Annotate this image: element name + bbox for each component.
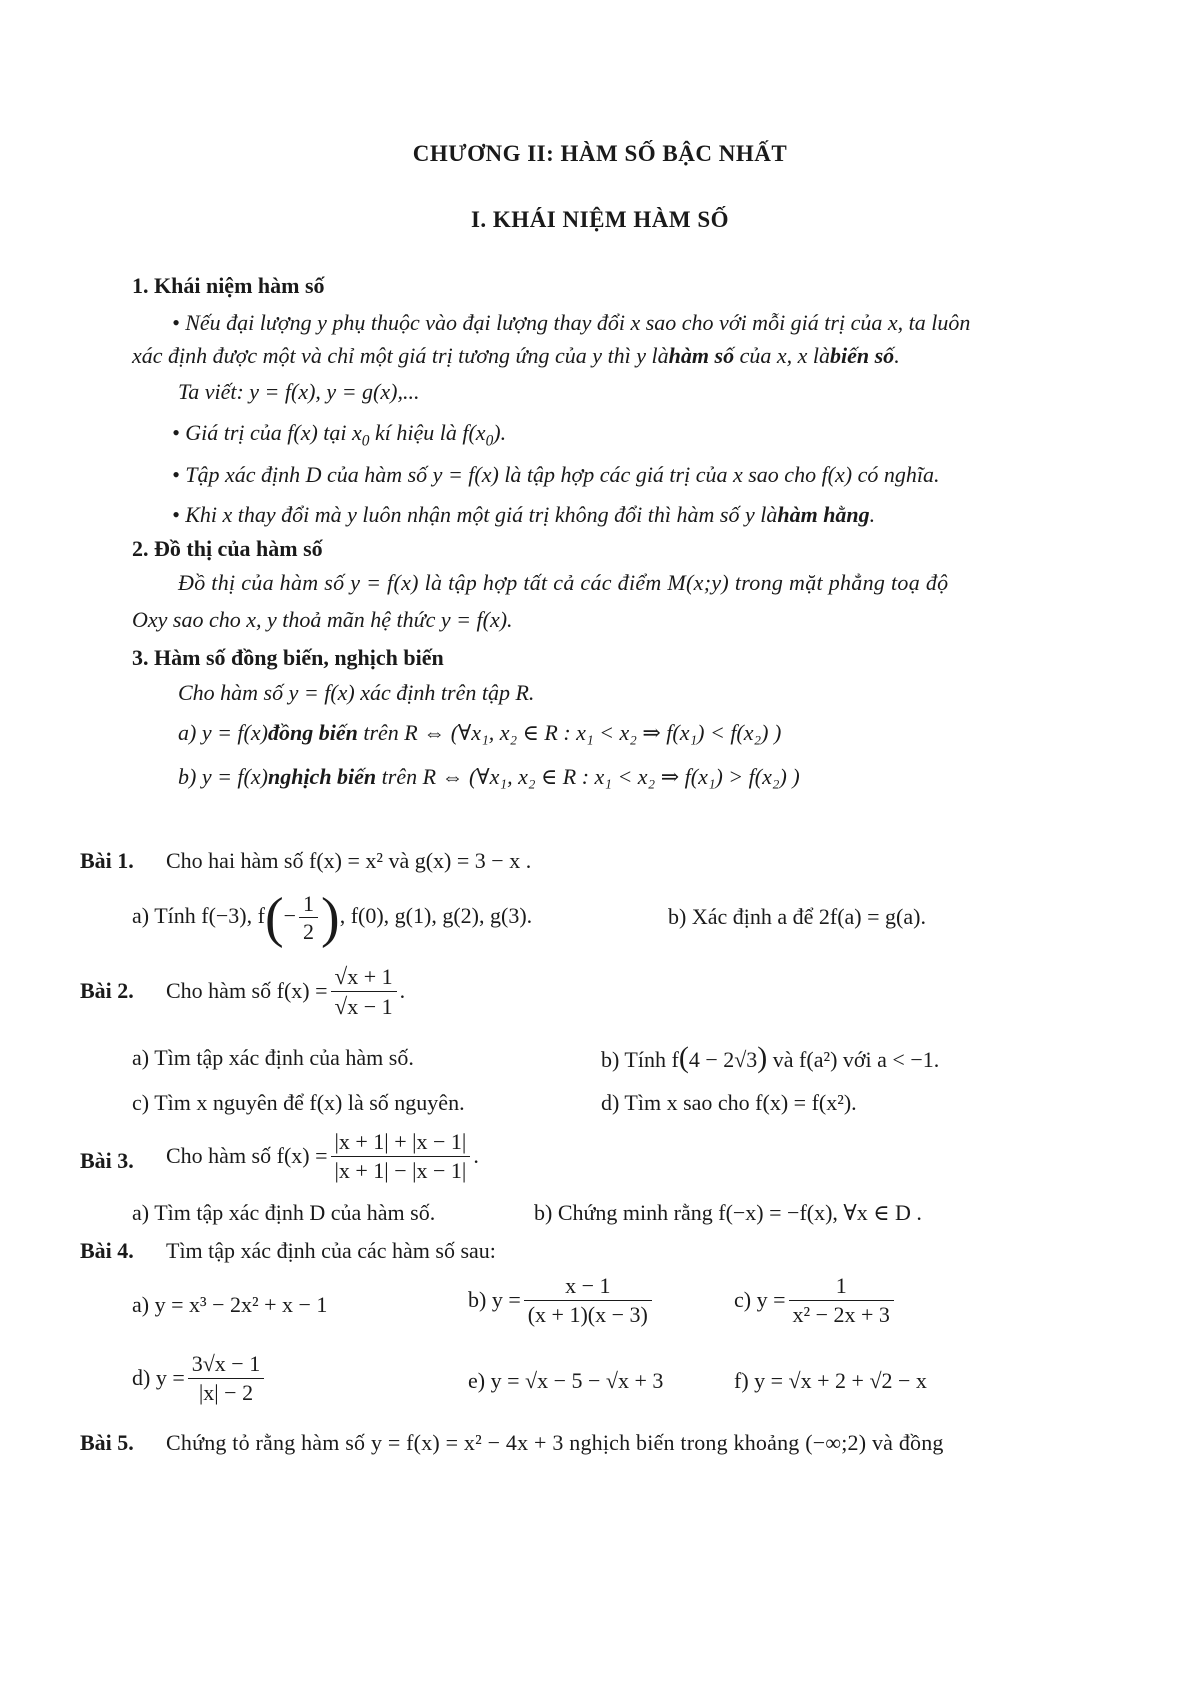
exercise-2-part-a: a) Tìm tập xác định của hàm số.: [132, 1045, 414, 1070]
exercise-2-denominator: x − 1: [347, 993, 393, 1019]
exercise-1-text: Cho hai hàm số f(x) = x² và g(x) = 3 − x .: [166, 848, 532, 873]
increasing-post: trên R ⇔ (∀x₁, x₂ ∈ R : x₁ < x₂ ⇒ f(x₁) < f(x₂) ): [357, 720, 782, 745]
monotonic-intro: Cho hàm số y = f(x) xác định trên tập R.: [178, 680, 535, 705]
exercise-2-text: Cho hàm số f(x) = $\frac{√x + 1}{√x - 1}$ .: [166, 963, 406, 1019]
term-nghich-bien: nghịch biến: [267, 764, 377, 789]
definition-text-2: của x, x là: [734, 343, 830, 368]
exercise-3-numerator: |x + 1| + |x − 1|: [331, 1128, 471, 1157]
definition-text: xác định được một và chỉ một giá trị tương ứng của y thì y là: [132, 343, 669, 368]
exercise-2-numerator: x + 1: [347, 964, 393, 989]
decreasing-post: trên R ⇔ (∀x₁, x₂ ∈ R : x₁ < x₂ ⇒ f(x₁) > f(x₂) ): [376, 764, 800, 789]
constant-text: • Khi x thay đổi mà y luôn nhận một giá trị không đổi thì hàm số y là: [172, 502, 778, 527]
exercise-3-fraction: [331, 1128, 471, 1184]
exercise-4-text: Tìm tập xác định của các hàm số sau:: [166, 1238, 496, 1263]
exercise-2-part-c: c) Tìm x nguyên để f(x) là số nguyên.: [132, 1090, 465, 1115]
exercise-4d-fraction: $\frac{3√x - 1}{|x| - 2}$: [188, 1350, 264, 1406]
graph-definition-line-2: Oxy sao cho x, y thoả mãn hệ thức y = f(x).: [132, 607, 513, 632]
decreasing-pre: b) y = f(x): [178, 764, 268, 789]
term-ham-hang: hàm hằng: [777, 502, 870, 527]
exercise-3-label: Bài 3.: [80, 1148, 134, 1173]
exercise-4-part-b: b) y = $\frac{x - 1}{(x + 1)(x - 3)}$: [468, 1272, 655, 1328]
exercise-2-part-d: d) Tìm x sao cho f(x) = f(x²).: [601, 1090, 857, 1115]
term-bien-so: biến số: [830, 343, 895, 368]
definition-line-1: • Nếu đại lượng y phụ thuộc vào đại lượng thay đổi x sao cho với mỗi giá trị của x, ta luôn: [172, 310, 971, 335]
constant-end: .: [869, 502, 876, 527]
value-text-end: ).: [493, 420, 507, 445]
exercise-2-part-b: b) Tính f(4 − 2√3) và f(a²) với a < −1.: [601, 1041, 940, 1074]
increasing-pre: a) y = f(x): [178, 720, 268, 745]
exercise-3-part-b: b) Chứng minh rằng f(−x) = −f(x), ∀x ∈ D .: [534, 1200, 922, 1225]
exercise-4-part-d: d) y = $\frac{3√x - 1}{|x| - 2}$: [132, 1350, 267, 1406]
value-notation-bullet: [172, 420, 506, 451]
exercise-1-part-a: a) Tính f(−3), f(− $\frac{1}{2}$ ), f(0), g(1), g(2), g(3).: [132, 886, 533, 949]
term-ham-so: hàm số: [668, 343, 735, 368]
term-dong-bien: đồng biến: [267, 720, 358, 745]
section-2-heading: 2. Đồ thị của hàm số: [132, 536, 323, 561]
exercise-3-denominator: |x + 1| − |x − 1|: [334, 1157, 467, 1183]
value-text-2: kí hiệu là f(x: [369, 420, 486, 445]
exercise-4-part-a: a) y = x³ − 2x² + x − 1: [132, 1292, 328, 1317]
increasing-definition: [178, 720, 781, 746]
exercise-4-label: Bài 4.: [80, 1238, 134, 1263]
exercise-4c-fraction: $\frac{1}{\text{x² − 2x + 3}}$: [789, 1272, 894, 1328]
section-1-heading: 1. Khái niệm hàm số: [132, 273, 325, 298]
constant-function-bullet: [172, 502, 875, 528]
exercise-5-text: Chứng tỏ rằng hàm số y = f(x) = x² − 4x + 3 nghịch biến trong khoảng (−∞;2) và đồng: [166, 1430, 944, 1455]
exercise-4b-fraction: $\frac{x - 1}{(x + 1)(x - 3)}$: [524, 1272, 652, 1328]
exercise-5-label: Bài 5.: [80, 1430, 134, 1455]
notation-line: Ta viết: y = f(x), y = g(x),...: [178, 379, 420, 404]
subscript-zero: 0: [361, 432, 370, 450]
exercise-1-label: Bài 1.: [80, 848, 134, 873]
exercise-2-fraction: $\frac{√x + 1}{√x - 1}$: [331, 962, 397, 1021]
section-title: I. KHÁI NIỆM HÀM SỐ: [470, 207, 730, 232]
exercise-3-part-a: a) Tìm tập xác định D của hàm số.: [132, 1200, 436, 1225]
graph-definition-line-1: Đồ thị của hàm số y = f(x) là tập hợp tất cả các điểm M(x;y) trong mặt phẳng toạ độ: [178, 570, 949, 595]
fraction-one-half: $\frac{1}{2}$: [299, 890, 318, 946]
section-3-heading: 3. Hàm số đồng biến, nghịch biến: [132, 645, 444, 670]
exercise-3-text: Cho hàm số f(x) = $\frac{|x + 1| + |x - 1|}{|x + 1| - |x - 1|}$ .: [166, 1129, 479, 1183]
definition-end: .: [894, 343, 900, 368]
domain-bullet: • Tập xác định D của hàm số y = f(x) là tập hợp các giá trị của x sao cho f(x) có nghĩa.: [172, 462, 940, 487]
subscript-zero-2: 0: [485, 432, 494, 450]
chapter-title: CHƯƠNG II: HÀM SỐ BẬC NHẤT: [412, 141, 788, 166]
exercise-1-part-b: b) Xác định a để 2f(a) = g(a).: [668, 904, 926, 929]
exercise-4-part-e: e) y = √x − 5 − √x + 3: [468, 1368, 664, 1393]
exercise-4-part-f: f) y = √x + 2 + √2 − x: [734, 1368, 927, 1393]
value-text: • Giá trị của f(x) tại x: [172, 420, 362, 445]
decreasing-definition: [178, 764, 800, 790]
exercise-2-label: Bài 2.: [80, 978, 134, 1003]
definition-line-2: [132, 343, 900, 369]
exercise-4-part-c: c) y = $\frac{1}{\text{x² − 2x + 3}}$: [734, 1272, 897, 1328]
